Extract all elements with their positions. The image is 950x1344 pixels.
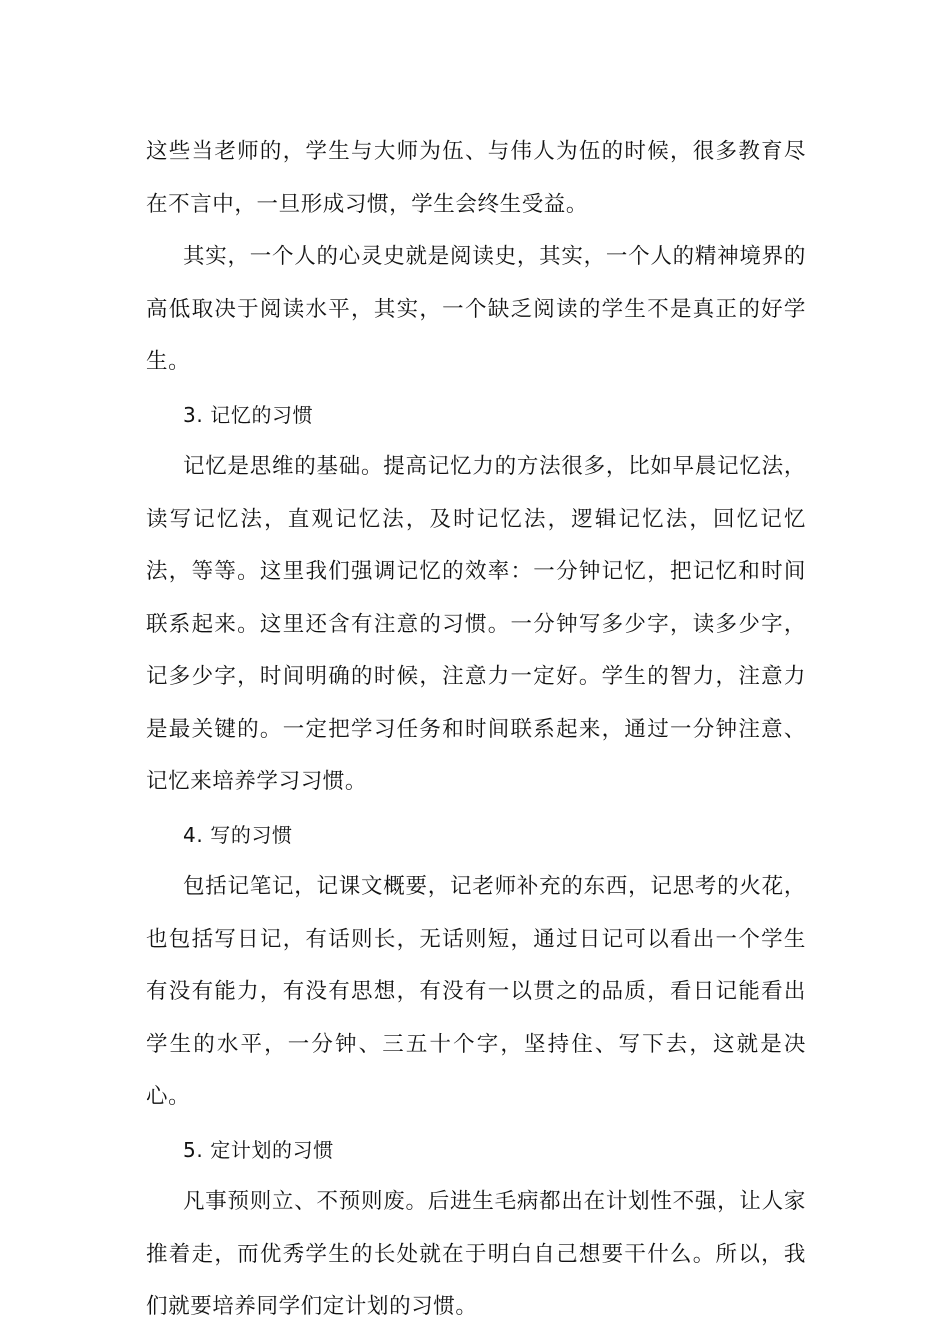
section-heading-memory-habit: 3. 记忆的习惯 [183,402,314,427]
paragraph-planning-habit: 凡事预则立、不预则废。后进生毛病都出在计划性不强，让人家推着走，而优秀学生的长处就在于明白自己想要干什么。所以，我们就要培养同学们定计划的习惯。 [146,1189,806,1319]
paragraph-memory-habit: 记忆是思维的基础。提高记忆力的方法很多，比如早晨记忆法，读写记忆法，直观记忆法，及时记忆法，逻辑记忆法，回忆记忆法，等等。这里我们强调记忆的效率：一分钟记忆，把记忆和时间联系起来。这里还含有注意的习惯。一分钟写多少字，读多少字，记多少字，时间明确的时候，注意力一定好。学生的智力，注意力是最关键的。一定把学习任务和时间联系起来，通过一分钟注意、记忆来培养学习习惯。 [146,454,806,794]
section-heading-planning-habit: 5. 定计划的习惯 [183,1137,334,1162]
paragraph-continuation: 这些当老师的，学生与大师为伍、与伟人为伍的时候，很多教育尽在不言中，一旦形成习惯，学生会终生受益。 [146,139,806,217]
paragraph-writing-habit: 包括记笔记，记课文概要，记老师补充的东西，记思考的火花，也包括写日记，有话则长，无话则短，通过日记可以看出一个学生有没有能力，有没有思想，有没有一以贯之的品质，看日记能看出学生的水平，一分钟、三五十个字，坚持住、写下去，这就是决心。 [146,874,806,1109]
document-body [146,126,806,1334]
paragraph-reading-importance: 其实，一个人的心灵史就是阅读史，其实，一个人的精神境界的高低取决于阅读水平，其实，一个缺乏阅读的学生不是真正的好学生。 [146,244,806,374]
section-heading-writing-habit: 4. 写的习惯 [183,822,293,847]
